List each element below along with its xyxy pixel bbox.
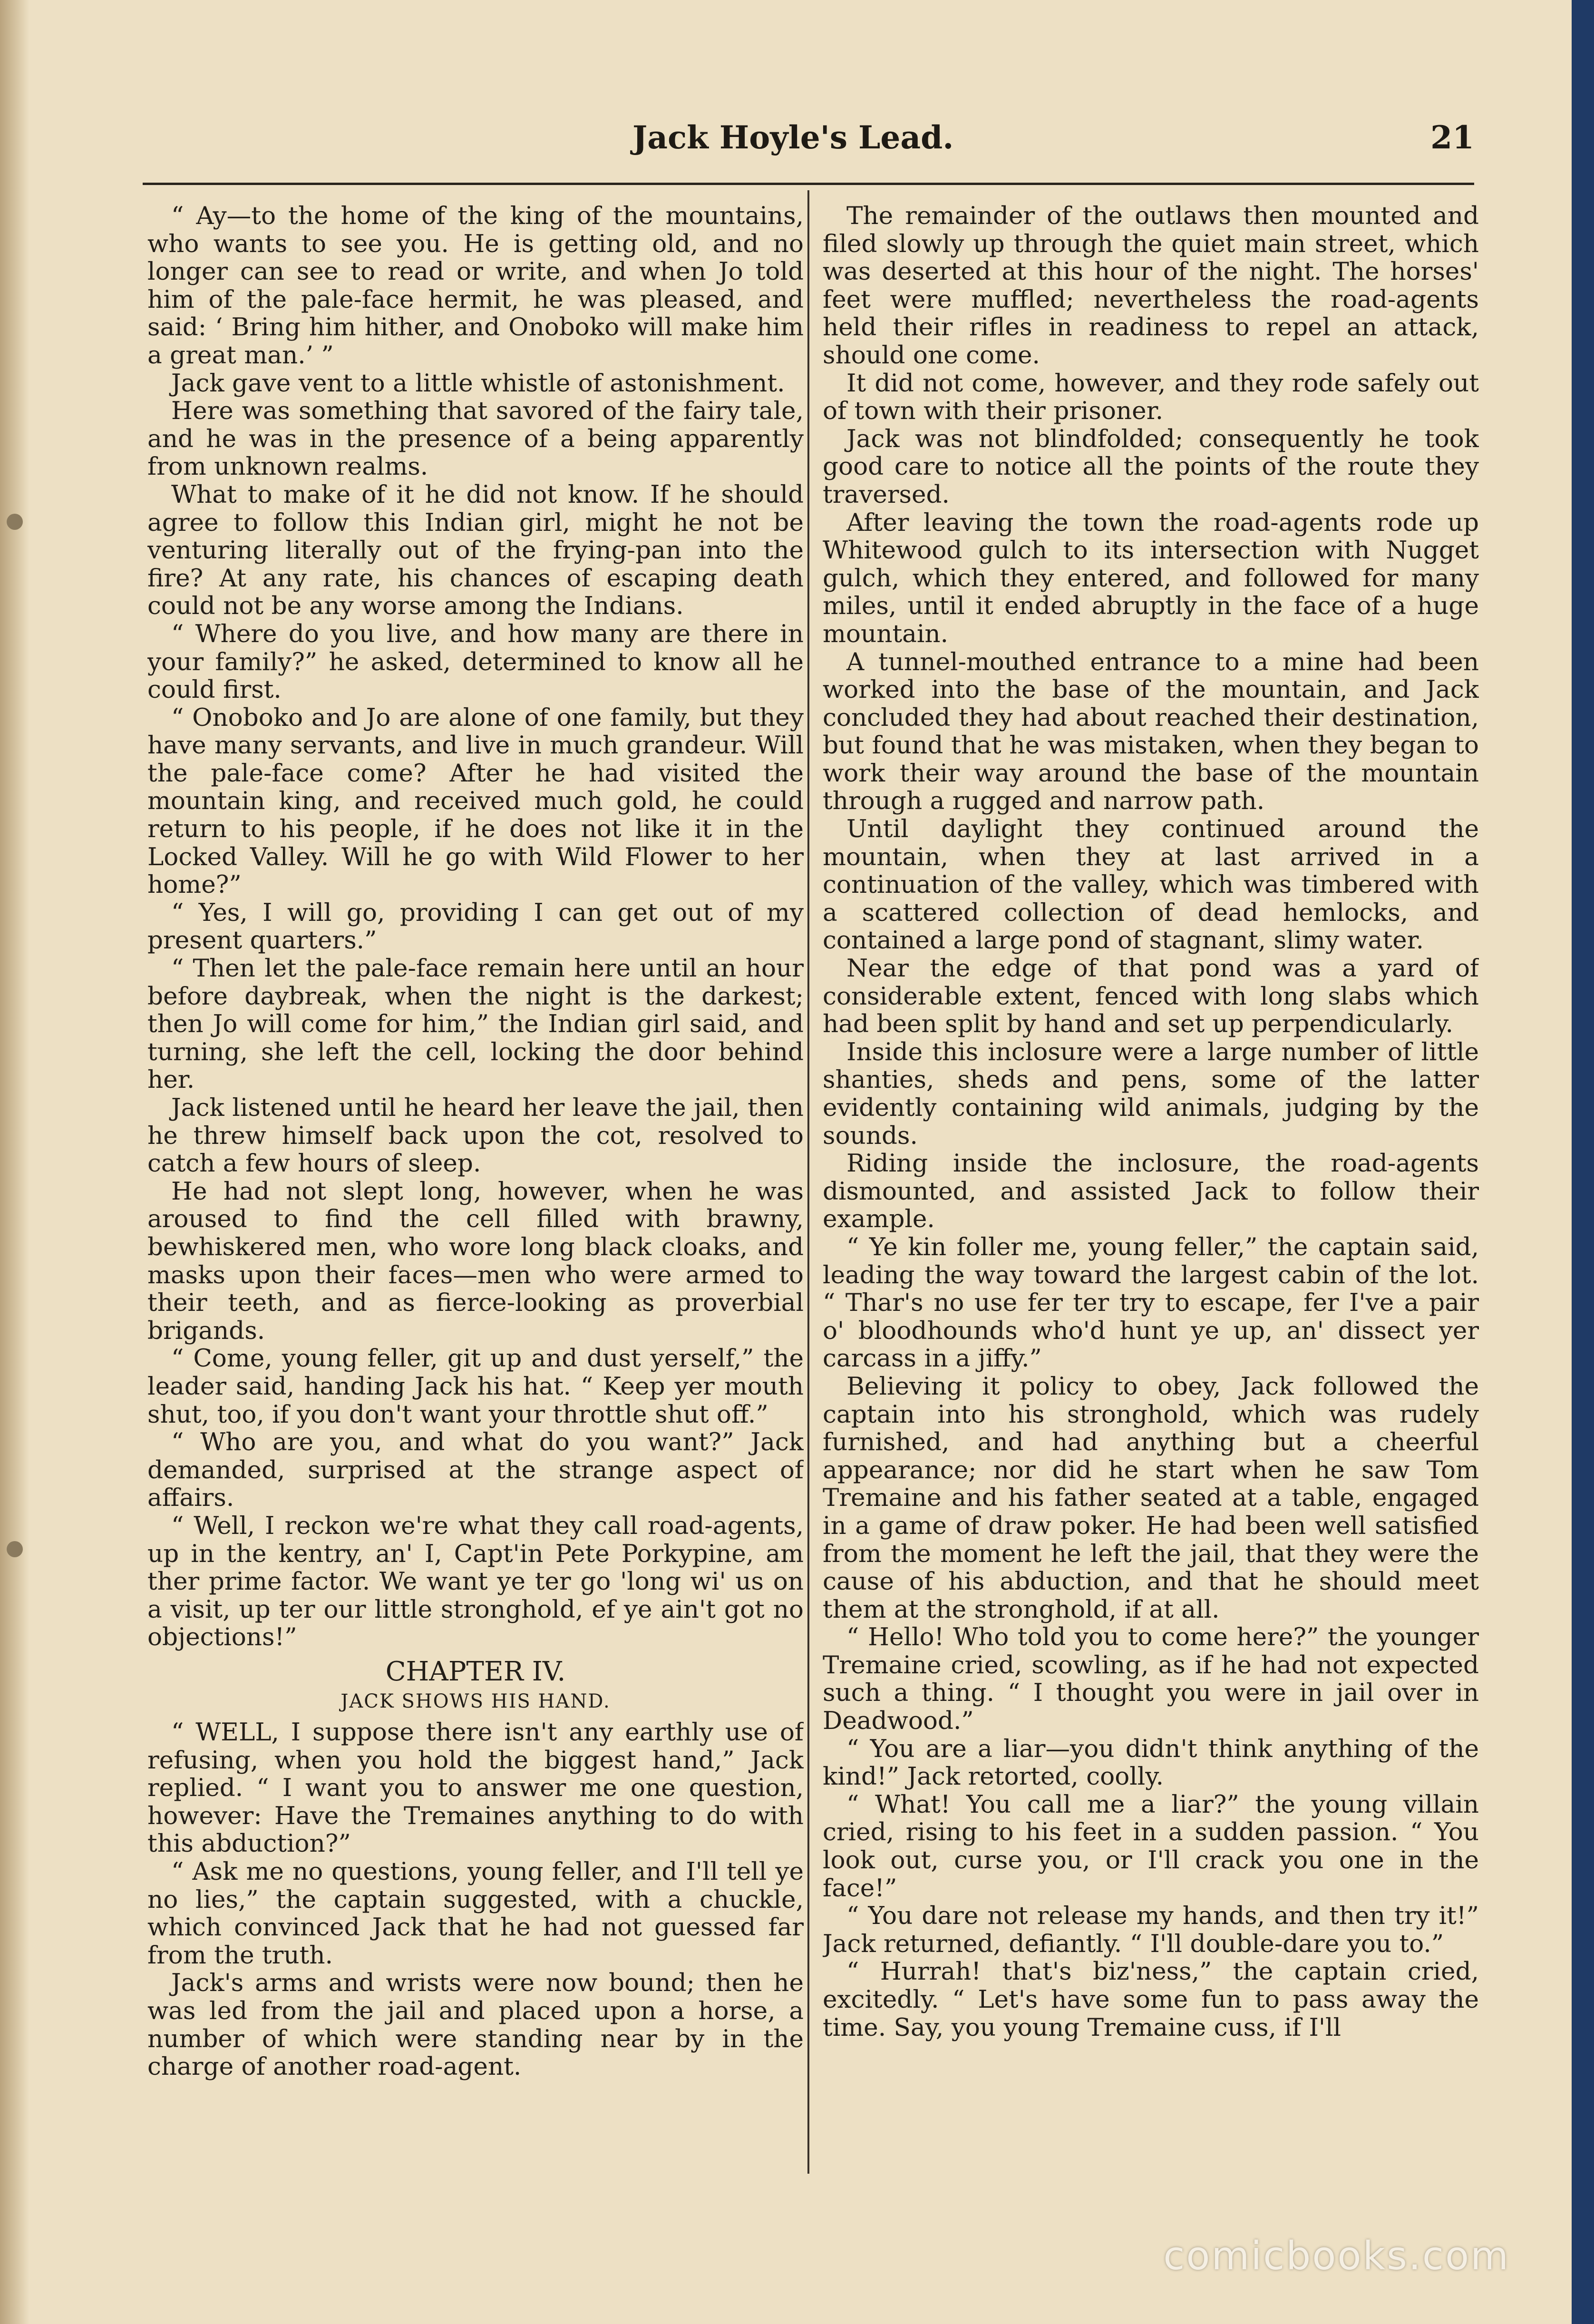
paragraph: A tunnel-mouthed entrance to a mine had been worked into the base of the mountain, and Jack concluded they had about reached their destination, but found that he was mistaken, when they began to work their way around the base of the mountain through a rugged and narrow path.	[823, 647, 1479, 816]
paragraph: It did not come, however, and they rode safely out of town with their prisoner.	[823, 369, 1479, 426]
column-divider	[807, 190, 809, 2174]
binding-staple	[7, 1541, 23, 1557]
paragraph: After leaving the town the road-agents rode up Whitewood gulch to its intersection with Nugget gulch, which they entered, and followed for many miles, until it ended abruptly in the face of a huge mountain.	[823, 508, 1479, 648]
paragraph: “ Ay—to the home of the king of the mountains, who wants to see you. He is getting old, and no longer can see to read or write, and when Jo told him of the pale-face hermit, he was pleased, and said: ‘ Bring him hither, and Onoboko will make him a great man.’ ”	[147, 202, 804, 370]
paragraph: Believing it policy to obey, Jack followed the captain into his stronghold, which was rudely furnished, and had anything but a cheerful appearance; nor did he start when he saw Tom Tremaine and his father seated at a table, engaged in a game of draw poker. He had been well satisfied from the moment he left the jail, that they were the cause of his abduction, and that he should meet them at the stronghold, if at all.	[823, 1372, 1479, 1624]
paragraph: Riding inside the inclosure, the road-agents dismounted, and assisted Jack to follow their example.	[823, 1149, 1479, 1234]
page-gutter	[0, 0, 29, 2324]
running-title: Jack Hoyle's Lead.	[632, 119, 954, 156]
binding-staple	[7, 514, 23, 530]
paragraph: “ WELL, I suppose there isn't any earthly use of refusing, when you hold the biggest hand,” Jack replied. “ I want you to answer me one question, however: Have the Tremaines anything to do with this abduction?”	[147, 1718, 804, 1858]
paragraph: Near the edge of that pond was a yard of considerable extent, fenced with long slabs which had been split by hand and set up perpendicularly.	[823, 954, 1479, 1039]
paragraph: What to make of it he did not know. If he should agree to follow this Indian girl, might he not be venturing literally out of the frying-pan into the fire? At any rate, his chances of escaping death could not be any worse among the Indians.	[147, 480, 804, 621]
page-header	[143, 119, 1474, 176]
paragraph: Jack gave vent to a little whistle of astonishment.	[171, 369, 785, 398]
paragraph: Jack listened until he heard her leave the jail, then he threw himself back upon the cot, resolved to catch a few hours of sleep.	[147, 1094, 804, 1178]
paragraph: “ What! You call me a liar?” the young villain cried, rising to his feet in a sudden passion. “ You look out, curse you, or I'll crack you one in the face!”	[823, 1790, 1479, 1903]
paragraph: “ Hello! Who told you to come here?” the younger Tremaine cried, scowling, as if he had not expected such a thing. “ I thought you were in jail over in Deadwood.”	[823, 1623, 1479, 1736]
paragraph: “ Onoboko and Jo are alone of one family, but they have many servants, and live in much grandeur. Will the pale-face come? After he had visited the mountain king, and received much gold, he could return to his people, if he does not like it in the Locked Valley. Will he go with Wild Flower to her home?”	[147, 703, 804, 899]
paragraph: “ Yes, I will go, providing I can get out of my present quarters.”	[147, 898, 804, 955]
paragraph: “ Hurrah! that's biz'ness,” the captain cried, excitedly. “ Let's have some fun to pass away the time. Say, you young Tremaine cuss, if I'll	[823, 1957, 1479, 2042]
paragraph: Jack was not blindfolded; consequently he took good care to notice all the points of the route they traversed.	[823, 424, 1479, 509]
watermark: comicbooks.com	[1163, 2234, 1510, 2279]
paragraph: “ Come, young feller, git up and dust yerself,” the leader said, handing Jack his hat. “ Keep yer mouth shut, too, if you don't want your throttle shut off.”	[147, 1344, 804, 1429]
paragraph: The remainder of the outlaws then mounted and filed slowly up through the quiet main street, which was deserted at this hour of the night. The horses' feet were muffled; nevertheless the road-agents held their rifles in readiness to repel an attack, should one come.	[823, 202, 1479, 370]
paragraph: Jack's arms and wrists were now bound; then he was led from the jail and placed upon a horse, a number of which were standing near by in the charge of another road-agent.	[147, 1969, 804, 2081]
paragraph: Until daylight they continued around the mountain, when they at last arrived in a continuation of the valley, which was timbered with a scattered collection of dead hemlocks, and contained a large pond of stagnant, slimy water.	[823, 815, 1479, 955]
paragraph: “ Well, I reckon we're what they call road-agents, up in the kentry, an' I, Capt'in Pete Porkypine, am ther prime factor. We want ye ter go 'long wi' us on a visit, up ter our little stronghold, ef ye ain't got no objections!”	[147, 1511, 804, 1652]
paragraph: Inside this inclosure were a large number of little shanties, sheds and pens, some of the latter evidently containing wild animals, judging by the sounds.	[823, 1037, 1479, 1150]
paragraph: Here was something that savored of the fairy tale, and he was in the presence of a being apparently from unknown realms.	[147, 397, 804, 481]
left-column	[147, 202, 804, 2176]
page-number: 21	[1430, 119, 1474, 156]
paragraph: He had not slept long, however, when he was aroused to find the cell filled with brawny, bewhiskered men, who wore long black cloaks, and masks upon their faces—men who were armed to their teeth, and as fierce-looking as proverbial brigands.	[147, 1177, 804, 1345]
paragraph: “ Where do you live, and how many are there in your family?” he asked, determined to know all he could first.	[147, 619, 804, 704]
chapter-title: CHAPTER IV.	[385, 1656, 566, 1687]
header-rule	[143, 183, 1474, 185]
paragraph: “ Ye kin foller me, young feller,” the captain said, leading the way toward the largest cabin of the lot. “ Thar's no use fer ter try to escape, fer I've a pair o' bloodhounds who'd hunt ye up, an' dissect yer carcass in a jiffy.”	[823, 1232, 1479, 1373]
paragraph: “ You dare not release my hands, and then try it!” Jack returned, defiantly. “ I'll double-dare you to.”	[823, 1902, 1479, 1958]
right-column	[823, 202, 1479, 2176]
paragraph: “ Who are you, and what do you want?” Jack demanded, surprised at the strange aspect of affairs.	[147, 1428, 804, 1513]
paragraph: “ Then let the pale-face remain here until an hour before daybreak, when the night is the darkest; then Jo will come for him,” the Indian girl said, and turning, she left the cell, locking the door behind her.	[147, 954, 804, 1094]
paragraph: “ Ask me no questions, young feller, and I'll tell ye no lies,” the captain suggested, with a chuckle, which convinced Jack that he had not guessed far from the truth.	[147, 1857, 804, 1970]
chapter-subtitle: JACK SHOWS HIS HAND.	[340, 1690, 611, 1713]
paragraph: “ You are a liar—you didn't think anything of the kind!” Jack retorted, coolly.	[823, 1734, 1479, 1791]
